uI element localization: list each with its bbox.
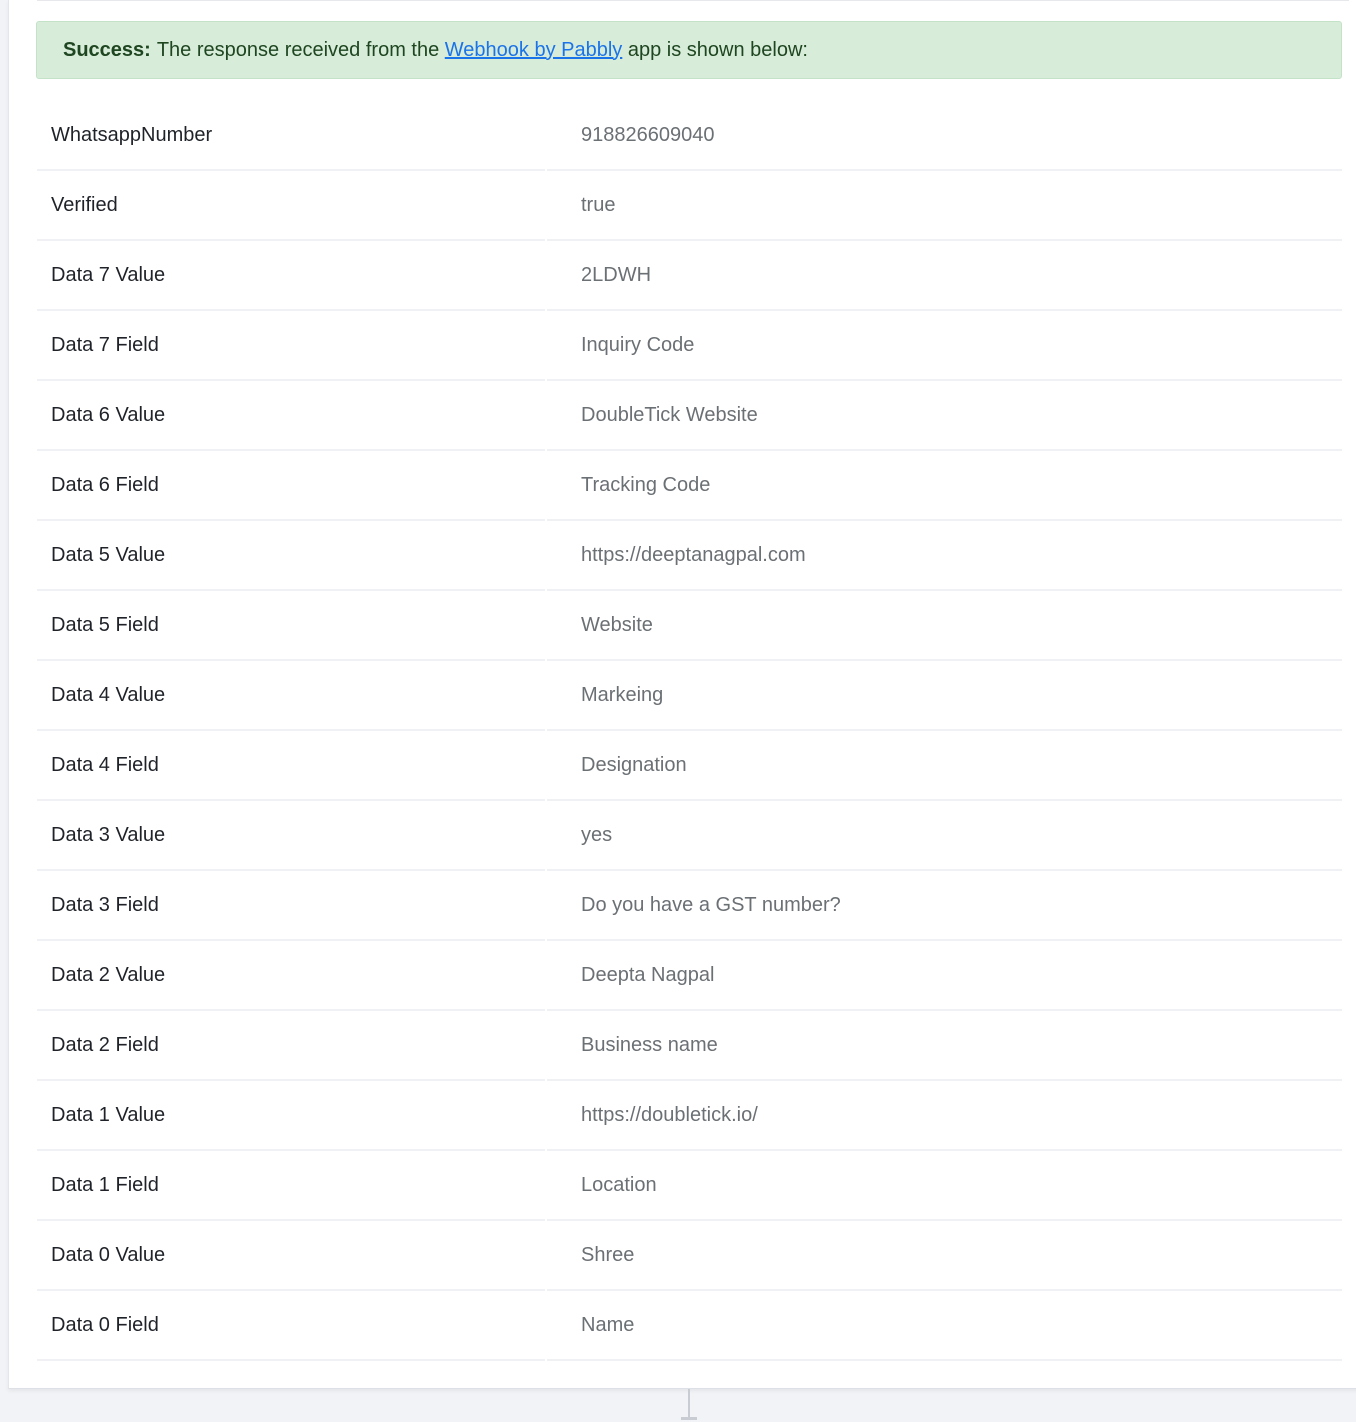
field-key: Data 4 Value [37, 661, 545, 731]
table-row [37, 241, 1342, 311]
table-row [37, 661, 1342, 731]
field-key: Verified [37, 171, 545, 241]
field-key: Data 3 Field [37, 871, 545, 941]
field-value: 2LDWH [547, 241, 1342, 311]
field-value: 918826609040 [547, 101, 1342, 171]
table-row [37, 591, 1342, 661]
table-row [37, 801, 1342, 871]
field-key: Data 0 Field [37, 1291, 545, 1361]
field-key: Data 1 Value [37, 1081, 545, 1151]
field-value: Do you have a GST number? [547, 871, 1342, 941]
field-value: Markeing [547, 661, 1342, 731]
table-row [37, 1291, 1342, 1361]
alert-text-before: The response received from the [156, 38, 445, 61]
table-row [37, 1081, 1342, 1151]
field-key: Data 7 Value [37, 241, 545, 311]
table-row [37, 171, 1342, 241]
alert-text-after: app is shown below: [622, 38, 808, 61]
success-alert [36, 21, 1342, 79]
table-row [37, 101, 1342, 171]
flow-connector-cap [681, 1417, 697, 1420]
table-row [37, 941, 1342, 1011]
field-key: Data 5 Field [37, 591, 545, 661]
table-row [37, 311, 1342, 381]
field-value: https://doubletick.io/ [547, 1081, 1342, 1151]
field-key: Data 2 Value [37, 941, 545, 1011]
field-key: WhatsappNumber [37, 101, 545, 171]
field-key: Data 2 Field [37, 1011, 545, 1081]
table-row [37, 731, 1342, 801]
field-value: Designation [547, 731, 1342, 801]
field-key: Data 3 Value [37, 801, 545, 871]
field-value: true [547, 171, 1342, 241]
field-key: Data 1 Field [37, 1151, 545, 1221]
divider [37, 0, 1349, 1]
table-row [37, 1221, 1342, 1291]
response-table [37, 101, 1342, 1361]
field-value: Business name [547, 1011, 1342, 1081]
alert-label: Success: [63, 38, 151, 61]
field-key: Data 4 Field [37, 731, 545, 801]
field-key: Data 6 Field [37, 451, 545, 521]
flow-connector-line [688, 1389, 690, 1419]
field-value: Location [547, 1151, 1342, 1221]
field-key: Data 7 Field [37, 311, 545, 381]
table-row [37, 1151, 1342, 1221]
table-row [37, 871, 1342, 941]
response-card [8, 0, 1356, 1389]
field-value: Website [547, 591, 1342, 661]
field-value: Shree [547, 1221, 1342, 1291]
field-key: Data 0 Value [37, 1221, 545, 1291]
table-row [37, 1011, 1342, 1081]
field-value: Deepta Nagpal [547, 941, 1342, 1011]
table-row [37, 381, 1342, 451]
webhook-app-link[interactable]: Webhook by Pabbly [444, 38, 623, 61]
field-value: Inquiry Code [547, 311, 1342, 381]
field-value: yes [547, 801, 1342, 871]
table-row [37, 521, 1342, 591]
field-key: Data 6 Value [37, 381, 545, 451]
field-key: Data 5 Value [37, 521, 545, 591]
field-value: DoubleTick Website [547, 381, 1342, 451]
field-value: https://deeptanagpal.com [547, 521, 1342, 591]
table-row [37, 451, 1342, 521]
field-value: Name [547, 1291, 1342, 1361]
field-value: Tracking Code [547, 451, 1342, 521]
